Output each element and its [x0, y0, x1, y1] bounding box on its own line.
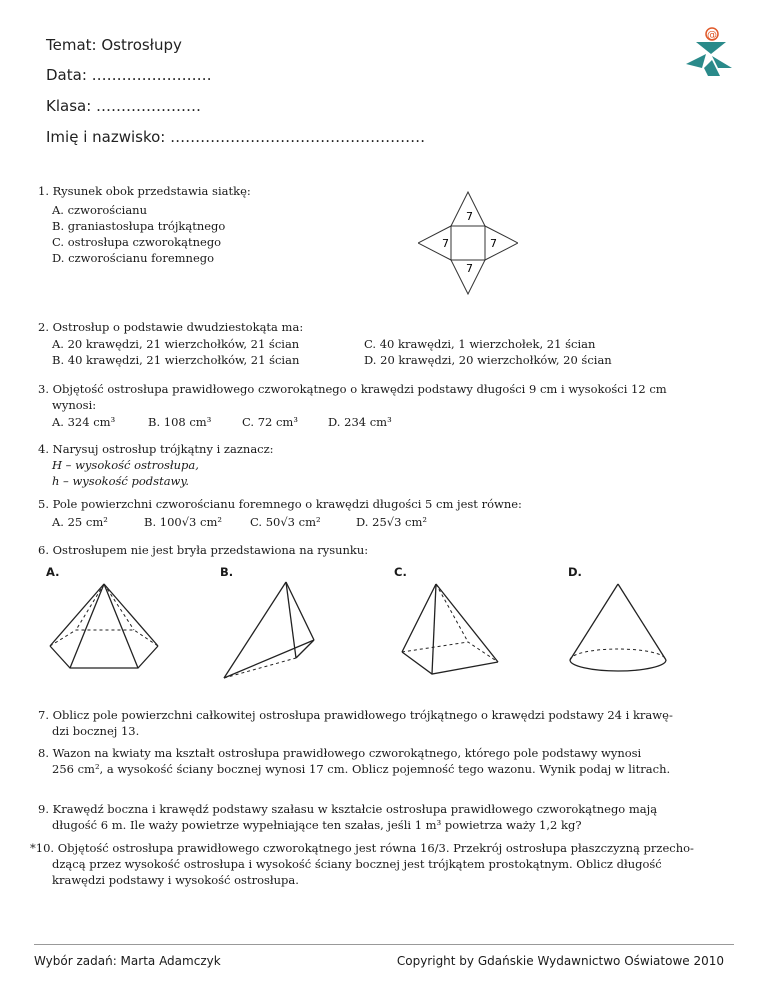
- q4-line2: H – wysokość ostrosłupa,: [52, 458, 199, 472]
- topic-line: Temat: Ostrosłupy: [46, 36, 182, 54]
- net-label-left: 7: [442, 237, 449, 250]
- q2-option-c: C. 40 krawędzi, 1 wierzchołek, 21 ścian: [364, 337, 596, 351]
- net-label-right: 7: [490, 237, 497, 250]
- q6-figure-c-square-pyramid: [388, 580, 508, 690]
- q1-net-figure: [418, 190, 518, 298]
- q10-line1: *10. Objętość ostrosłupa prawidłowego czworokątnego jest równa 16/3. Przekrój ostrosłupa płaszczyzną przecho-: [30, 841, 694, 855]
- q8-line2: 256 cm², a wysokość ściany bocznej wynosi 17 cm. Oblicz pojemność tego wazonu. Wynik podaj w litrach.: [52, 762, 671, 776]
- q9-line1: 9. Krawędź boczna i krawędź podstawy szałasu w kształcie ostrosłupa prawidłowego czworokątnego mają: [38, 802, 658, 816]
- q8-line1: 8. Wazon na kwiaty ma kształt ostrosłupa prawidłowego czworokątnego, którego pole podstawy wynosi: [38, 746, 642, 760]
- class-line: Klasa: …………………: [46, 97, 202, 115]
- q1-option-c: C. ostrosłupa czworokątnego: [52, 235, 222, 249]
- q6-label-b: B.: [220, 565, 234, 579]
- q4-line1: 4. Narysuj ostrosłup trójkątny i zaznacz:: [38, 442, 274, 456]
- q3-line1: 3. Objętość ostrosłupa prawidłowego czworokątnego o krawędzi podstawy długości 9 cm i wysokości 12 cm: [38, 382, 667, 396]
- q3-option-d: D. 234 cm³: [328, 415, 392, 429]
- footer-author: Wybór zadań: Marta Adamczyk: [34, 954, 221, 968]
- svg-text:@: @: [707, 30, 717, 41]
- q5-option-b: B. 100√3 cm²: [144, 515, 222, 529]
- question-2-text: 2. Ostrosłup o podstawie dwudziestokąta ma:: [38, 320, 304, 334]
- q6-figure-a-hexagonal-pyramid: [40, 580, 170, 690]
- q2-option-b: B. 40 krawędzi, 21 wierzchołków, 21 ścian: [52, 353, 300, 367]
- q2-option-d: D. 20 krawędzi, 20 wierzchołków, 20 ścian: [364, 353, 612, 367]
- q7-line2: dzi bocznej 13.: [52, 724, 140, 738]
- q7-line1: 7. Oblicz pole powierzchni całkowitej ostrosłupa prawidłowego trójkątnego o krawędzi podstawy 24 i krawę-: [38, 708, 673, 722]
- footer-divider: [34, 944, 734, 945]
- gwo-logo-icon: [682, 24, 738, 80]
- q10-line2: dzącą przez wysokość ostrosłupa i wysokość ściany bocznej jest trójkątem prostokątnym. Oblicz długość: [52, 857, 662, 871]
- q6-figure-d-cone: [562, 580, 672, 690]
- question-8: [38, 745, 670, 777]
- question-4: [38, 441, 274, 489]
- q1-options: [38, 202, 251, 266]
- question-5-text: 5. Pole powierzchni czworościanu foremnego o krawędzi długości 5 cm jest równe:: [38, 497, 522, 511]
- q9-line2: długość 6 m. Ile waży powietrze wypełniające ten szałas, jeśli 1 m³ powietrza waży 1,2 kg?: [52, 818, 582, 832]
- q1-text: 1. Rysunek obok przedstawia siatkę:: [38, 184, 251, 198]
- question-1: [38, 183, 251, 266]
- question-9: [38, 801, 657, 833]
- q6-label-a: A.: [46, 565, 60, 579]
- q3-option-b: B. 108 cm³: [148, 415, 212, 429]
- q6-label-c: C.: [394, 565, 407, 579]
- date-line: Data: ……………………: [46, 66, 212, 84]
- name-line: Imię i nazwisko: ……………………………………………: [46, 128, 426, 146]
- q5-option-c: C. 50√3 cm²: [250, 515, 321, 529]
- q3-line2: wynosi:: [52, 398, 97, 412]
- q1-option-a: A. czworościanu: [52, 203, 147, 217]
- question-7: [38, 707, 673, 739]
- q1-option-d: D. czworościanu foremnego: [52, 251, 215, 265]
- q5-option-d: D. 25√3 cm²: [356, 515, 428, 529]
- question-3: [38, 381, 667, 413]
- q3-option-c: C. 72 cm³: [242, 415, 298, 429]
- q1-option-b: B. graniastosłupa trójkątnego: [52, 219, 226, 233]
- footer-copyright: Copyright by Gdańskie Wydawnictwo Oświatowe 2010: [396, 954, 724, 968]
- q6-figure-b-triangular-pyramid: [214, 580, 324, 690]
- question-6-text: 6. Ostrosłupem nie jest bryła przedstawiona na rysunku:: [38, 543, 369, 557]
- q5-option-a: A. 25 cm²: [52, 515, 108, 529]
- net-label-top: 7: [466, 210, 473, 223]
- q10-line3: krawędzi podstawy i wysokość ostrosłupa.: [52, 873, 299, 887]
- q2-option-a: A. 20 krawędzi, 21 wierzchołków, 21 ścian: [52, 337, 300, 351]
- question-10: [30, 840, 694, 888]
- q4-line3: h – wysokość podstawy.: [52, 474, 190, 488]
- net-label-bottom: 7: [466, 262, 473, 275]
- q3-option-a: A. 324 cm³: [52, 415, 116, 429]
- q6-label-d: D.: [568, 565, 582, 579]
